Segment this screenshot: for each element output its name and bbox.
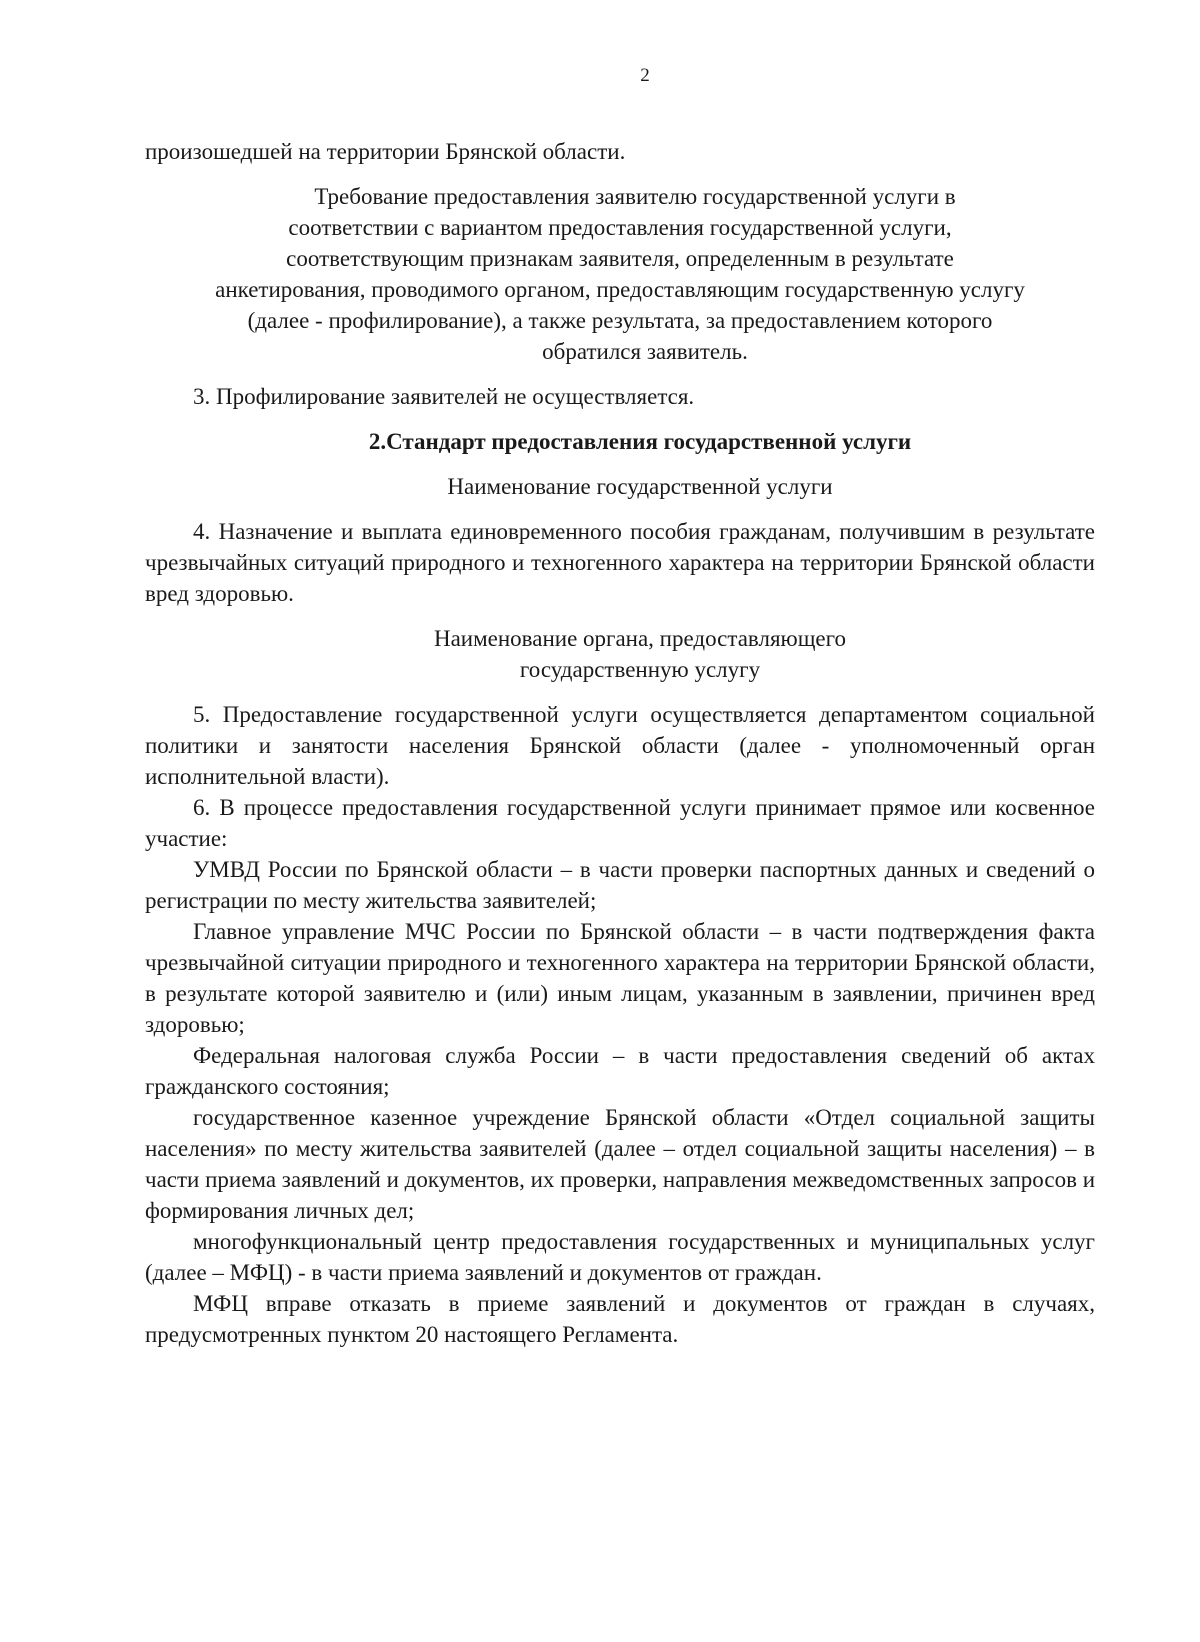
paragraph-4: 4. Назначение и выплата единовременного пособия гражданам, получившим в результате чрезвычайных ситуаций природного и техногенного характера на территории Брянской области вред здоровью. [145, 519, 1095, 606]
page-number: 2 [640, 65, 650, 86]
requirement-heading-line: (далее - профилирование), а также результата, за предоставлением которого [247, 308, 993, 333]
requirement-heading-line: обратился заявитель. [542, 339, 748, 364]
mfc-refusal-paragraph: МФЦ вправе отказать в приеме заявлений и документов от граждан в случаях, предусмотренных пунктом 20 настоящего Регламента. [145, 1291, 1095, 1347]
requirement-heading-line: анкетирования, проводимого органом, предоставляющим государственную услугу [215, 277, 1025, 302]
authority-heading-line: государственную услугу [519, 657, 761, 682]
paragraph-6: 6. В процессе предоставления государственной услуги принимает прямое или косвенное участие: [145, 795, 1095, 851]
participant-item: УМВД России по Брянской области – в части проверки паспортных данных и сведений о регистрации по месту жительства заявителей; [145, 857, 1095, 913]
requirement-heading [145, 181, 1095, 367]
requirement-heading-line: соответствующим признакам заявителя, определенным в результате [286, 246, 954, 271]
requirement-heading-line: Требование предоставления заявителю государственной услуги в [314, 184, 956, 209]
participant-item: Главное управление МЧС России по Брянской области – в части подтверждения факта чрезвычайной ситуации природного и техногенного характера на территории Брянской области, в результате которой заявителю и (или) иным лицам, указанным в заявлении, причинен вред здоровью; [145, 919, 1095, 1037]
participant-item: Федеральная налоговая служба России – в части предоставления сведений об актах гражданского состояния; [145, 1043, 1095, 1099]
service-name-heading: Наименование государственной услуги [447, 474, 833, 499]
document-body [145, 136, 1095, 1350]
requirement-heading-line: соответствии с вариантом предоставления государственной услуги, [288, 215, 952, 240]
authority-heading [145, 623, 1095, 685]
paragraph-3: 3. Профилирование заявителей не осуществляется. [193, 384, 695, 409]
section-2-title: 2.Стандарт предоставления государственной услуги [368, 429, 912, 454]
participant-item: государственное казенное учреждение Брянской области «Отдел социальной защиты населения» по месту жительства заявителей (далее – отдел социальной защиты населения) – в части приема заявлений и документов, их проверки, направления межведомственных запросов и формирования личных дел; [145, 1105, 1095, 1223]
paragraph-5: 5. Предоставление государственной услуги осуществляется департаментом социальной политики и занятости населения Брянской области (далее - уполномоченный орган исполнительной власти). [145, 702, 1095, 789]
lead-line: произошедшей на территории Брянской области. [145, 139, 626, 164]
authority-heading-line: Наименование органа, предоставляющего [433, 626, 846, 651]
participant-item: многофункциональный центр предоставления государственных и муниципальных услуг (далее – МФЦ) - в части приема заявлений и документов от граждан. [145, 1229, 1095, 1285]
